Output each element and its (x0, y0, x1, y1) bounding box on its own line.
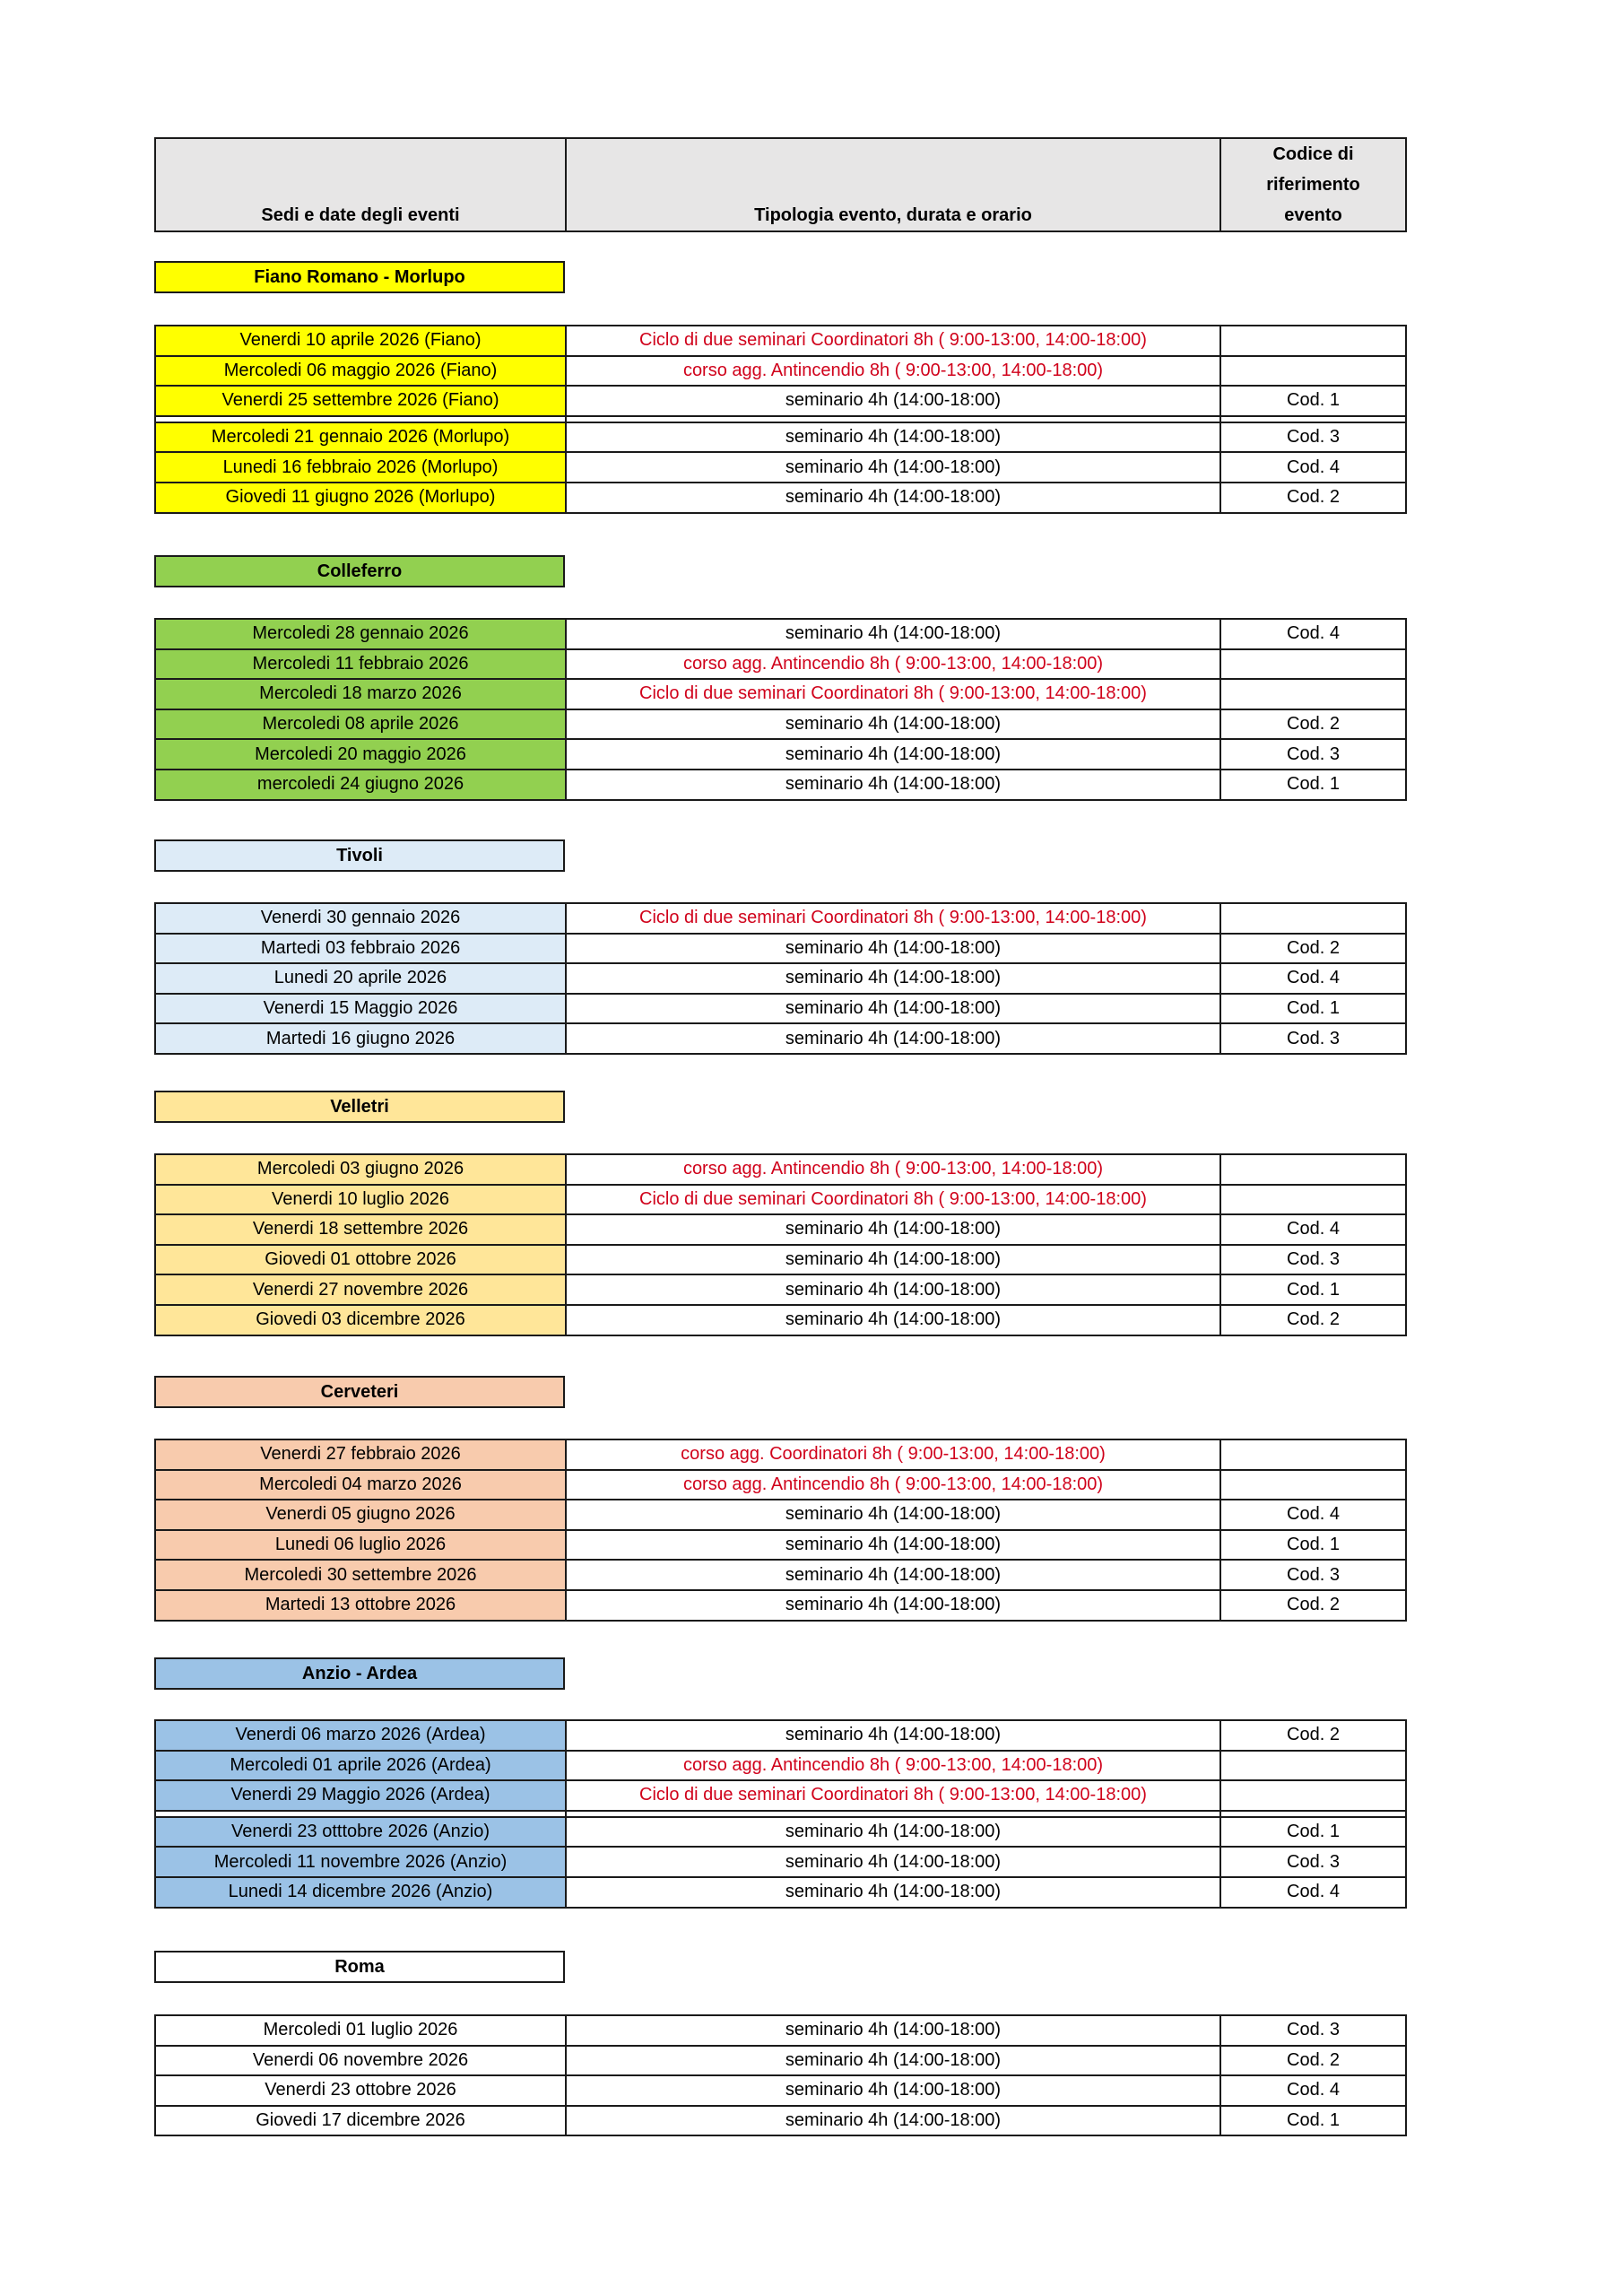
event-row (155, 1154, 1406, 1185)
event-date: Mercoledi 21 gennaio 2026 (Morlupo) (155, 422, 566, 453)
event-date: Mercoledi 30 settembre 2026 (155, 1560, 566, 1590)
event-code: Cod. 1 (1220, 770, 1406, 800)
event-row (155, 452, 1406, 483)
event-row (155, 2046, 1406, 2076)
event-row (155, 709, 1406, 740)
event-type: seminario 4h (14:00-18:00) (566, 1560, 1220, 1590)
event-date: Venerdi 30 gennaio 2026 (155, 903, 566, 934)
event-row (155, 1530, 1406, 1561)
event-code: Cod. 2 (1220, 1720, 1406, 1751)
event-date: Mercoledi 04 marzo 2026 (155, 1470, 566, 1500)
event-type: Ciclo di due seminari Coordinatori 8h ( 9:00-13:00, 14:00-18:00) (566, 903, 1220, 934)
event-row (155, 1780, 1406, 1811)
event-code: Cod. 4 (1220, 963, 1406, 994)
event-type: corso agg. Antincendio 8h ( 9:00-13:00, 14:00-18:00) (566, 649, 1220, 680)
event-row (155, 326, 1406, 356)
event-type: seminario 4h (14:00-18:00) (566, 1720, 1220, 1751)
event-row (155, 2106, 1406, 2136)
separator-cell (155, 1811, 566, 1817)
event-code: Cod. 3 (1220, 2015, 1406, 2046)
event-date: Lunedi 16 febbraio 2026 (Morlupo) (155, 452, 566, 483)
event-code: Cod. 3 (1220, 1245, 1406, 1275)
separator-cell (155, 416, 566, 422)
event-type: seminario 4h (14:00-18:00) (566, 1817, 1220, 1848)
event-code (1220, 1751, 1406, 1781)
event-row (155, 934, 1406, 964)
events-table (154, 2014, 1407, 2136)
event-date: Lunedi 14 dicembre 2026 (Anzio) (155, 1877, 566, 1908)
event-type: Ciclo di due seminari Coordinatori 8h ( 9:00-13:00, 14:00-18:00) (566, 1185, 1220, 1215)
section-table-colleferro (154, 618, 1407, 801)
event-row (155, 679, 1406, 709)
event-date: Venerdi 06 novembre 2026 (155, 2046, 566, 2076)
codice-line-2: riferimento (1266, 175, 1360, 195)
event-date: Venerdi 06 marzo 2026 (Ardea) (155, 1720, 566, 1751)
event-type: seminario 4h (14:00-18:00) (566, 386, 1220, 416)
events-table (154, 1719, 1407, 1909)
event-row (155, 1720, 1406, 1751)
event-code: Cod. 3 (1220, 1560, 1406, 1590)
event-date: Lunedi 20 aprile 2026 (155, 963, 566, 994)
event-code: Cod. 2 (1220, 934, 1406, 964)
event-row (155, 2015, 1406, 2046)
event-date: Venerdi 05 giugno 2026 (155, 1500, 566, 1530)
event-code: Cod. 2 (1220, 1590, 1406, 1621)
event-type: seminario 4h (14:00-18:00) (566, 2106, 1220, 2136)
separator-row (155, 1811, 1406, 1817)
event-row (155, 1500, 1406, 1530)
section-table-anzio-ardea (154, 1719, 1407, 1909)
event-code: Cod. 3 (1220, 1847, 1406, 1877)
event-row (155, 1470, 1406, 1500)
event-date: Mercoledi 01 aprile 2026 (Ardea) (155, 1751, 566, 1781)
event-date: Venerdi 10 luglio 2026 (155, 1185, 566, 1215)
event-row (155, 422, 1406, 453)
section-table-tivoli (154, 902, 1407, 1055)
event-row (155, 770, 1406, 800)
section-table-velletri (154, 1153, 1407, 1336)
event-row (155, 1245, 1406, 1275)
schedule-header (154, 137, 1407, 232)
event-code (1220, 903, 1406, 934)
events-table (154, 1439, 1407, 1622)
event-type: seminario 4h (14:00-18:00) (566, 739, 1220, 770)
event-code: Cod. 4 (1220, 452, 1406, 483)
event-row (155, 483, 1406, 513)
event-code: Cod. 3 (1220, 1023, 1406, 1054)
separator-row (155, 416, 1406, 422)
events-table (154, 902, 1407, 1055)
section-table-roma (154, 2014, 1407, 2136)
separator-cell (566, 416, 1220, 422)
event-code (1220, 1470, 1406, 1500)
event-code: Cod. 4 (1220, 2075, 1406, 2106)
event-type: seminario 4h (14:00-18:00) (566, 1305, 1220, 1335)
event-code (1220, 649, 1406, 680)
event-row (155, 1590, 1406, 1621)
event-row (155, 903, 1406, 934)
event-row (155, 963, 1406, 994)
event-date: Mercoledi 18 marzo 2026 (155, 679, 566, 709)
event-type: seminario 4h (14:00-18:00) (566, 1245, 1220, 1275)
event-date: Venerdi 10 aprile 2026 (Fiano) (155, 326, 566, 356)
event-type: corso agg. Coordinatori 8h ( 9:00-13:00, 14:00-18:00) (566, 1439, 1220, 1470)
event-code: Cod. 1 (1220, 1530, 1406, 1561)
event-code: Cod. 2 (1220, 709, 1406, 740)
event-date: mercoledi 24 giugno 2026 (155, 770, 566, 800)
event-code: Cod. 2 (1220, 483, 1406, 513)
event-type: corso agg. Antincendio 8h ( 9:00-13:00, 14:00-18:00) (566, 1751, 1220, 1781)
event-code (1220, 356, 1406, 387)
event-row (155, 1817, 1406, 1848)
event-row (155, 619, 1406, 649)
event-code (1220, 326, 1406, 356)
event-row (155, 1847, 1406, 1877)
event-code: Cod. 1 (1220, 1817, 1406, 1848)
event-type: corso agg. Antincendio 8h ( 9:00-13:00, 14:00-18:00) (566, 356, 1220, 387)
event-date: Venerdi 27 novembre 2026 (155, 1274, 566, 1305)
event-type: seminario 4h (14:00-18:00) (566, 770, 1220, 800)
codice-line-1: Codice di (1272, 144, 1354, 164)
event-type: seminario 4h (14:00-18:00) (566, 1274, 1220, 1305)
event-date: Mercoledi 28 gennaio 2026 (155, 619, 566, 649)
event-date: Venerdi 15 Maggio 2026 (155, 994, 566, 1024)
event-date: Martedi 13 ottobre 2026 (155, 1590, 566, 1621)
section-label-fiano-romano-morlupo: Fiano Romano - Morlupo (154, 261, 565, 293)
event-type: seminario 4h (14:00-18:00) (566, 452, 1220, 483)
event-date: Martedi 03 febbraio 2026 (155, 934, 566, 964)
event-code: Cod. 4 (1220, 1877, 1406, 1908)
event-type: Ciclo di due seminari Coordinatori 8h ( 9:00-13:00, 14:00-18:00) (566, 679, 1220, 709)
header-table (154, 137, 1407, 232)
event-type: seminario 4h (14:00-18:00) (566, 934, 1220, 964)
event-type: seminario 4h (14:00-18:00) (566, 2015, 1220, 2046)
event-type: seminario 4h (14:00-18:00) (566, 1530, 1220, 1561)
section-label-cerveteri: Cerveteri (154, 1376, 565, 1408)
event-type: seminario 4h (14:00-18:00) (566, 619, 1220, 649)
event-date: Mercoledi 03 giugno 2026 (155, 1154, 566, 1185)
event-date: Mercoledi 11 febbraio 2026 (155, 649, 566, 680)
section-table-fiano-romano-morlupo (154, 325, 1407, 514)
event-row (155, 1877, 1406, 1908)
event-code: Cod. 4 (1220, 1500, 1406, 1530)
event-row (155, 1214, 1406, 1245)
event-row (155, 1560, 1406, 1590)
event-date: Giovedi 01 ottobre 2026 (155, 1245, 566, 1275)
event-row (155, 2075, 1406, 2106)
event-row (155, 739, 1406, 770)
event-date: Venerdi 23 otttobre 2026 (Anzio) (155, 1817, 566, 1848)
event-date: Venerdi 23 ottobre 2026 (155, 2075, 566, 2106)
event-code: Cod. 3 (1220, 422, 1406, 453)
event-row (155, 994, 1406, 1024)
event-type: seminario 4h (14:00-18:00) (566, 422, 1220, 453)
separator-cell (1220, 1811, 1406, 1817)
event-date: Mercoledi 11 novembre 2026 (Anzio) (155, 1847, 566, 1877)
section-label-anzio-ardea: Anzio - Ardea (154, 1657, 565, 1690)
event-date: Mercoledi 06 maggio 2026 (Fiano) (155, 356, 566, 387)
event-date: Giovedi 17 dicembre 2026 (155, 2106, 566, 2136)
event-code (1220, 1439, 1406, 1470)
event-row (155, 1751, 1406, 1781)
events-table (154, 1153, 1407, 1336)
event-code (1220, 1780, 1406, 1811)
section-label-tivoli: Tivoli (154, 839, 565, 872)
event-type: seminario 4h (14:00-18:00) (566, 2046, 1220, 2076)
event-type: corso agg. Antincendio 8h ( 9:00-13:00, 14:00-18:00) (566, 1154, 1220, 1185)
events-table (154, 325, 1407, 514)
event-row (155, 1185, 1406, 1215)
event-type: seminario 4h (14:00-18:00) (566, 709, 1220, 740)
event-date: Mercoledi 01 luglio 2026 (155, 2015, 566, 2046)
event-code (1220, 1154, 1406, 1185)
event-date: Venerdi 25 settembre 2026 (Fiano) (155, 386, 566, 416)
event-type: seminario 4h (14:00-18:00) (566, 963, 1220, 994)
event-date: Venerdi 27 febbraio 2026 (155, 1439, 566, 1470)
event-date: Martedi 16 giugno 2026 (155, 1023, 566, 1054)
event-date: Venerdi 18 settembre 2026 (155, 1214, 566, 1245)
event-type: Ciclo di due seminari Coordinatori 8h ( 9:00-13:00, 14:00-18:00) (566, 326, 1220, 356)
event-type: seminario 4h (14:00-18:00) (566, 994, 1220, 1024)
event-code: Cod. 1 (1220, 994, 1406, 1024)
events-table (154, 618, 1407, 801)
separator-cell (566, 1811, 1220, 1817)
event-date: Giovedi 11 giugno 2026 (Morlupo) (155, 483, 566, 513)
event-row (155, 1439, 1406, 1470)
event-type: Ciclo di due seminari Coordinatori 8h ( 9:00-13:00, 14:00-18:00) (566, 1780, 1220, 1811)
event-type: seminario 4h (14:00-18:00) (566, 1590, 1220, 1621)
event-date: Mercoledi 20 maggio 2026 (155, 739, 566, 770)
event-date: Lunedi 06 luglio 2026 (155, 1530, 566, 1561)
column-header-codice (1220, 138, 1406, 231)
event-code: Cod. 3 (1220, 739, 1406, 770)
column-header-tipologia: Tipologia evento, durata e orario (566, 138, 1220, 231)
event-type: seminario 4h (14:00-18:00) (566, 1023, 1220, 1054)
column-header-sedi-date: Sedi e date degli eventi (155, 138, 566, 231)
event-code: Cod. 2 (1220, 1305, 1406, 1335)
event-date: Giovedi 03 dicembre 2026 (155, 1305, 566, 1335)
event-type: seminario 4h (14:00-18:00) (566, 1500, 1220, 1530)
event-type: corso agg. Antincendio 8h ( 9:00-13:00, 14:00-18:00) (566, 1470, 1220, 1500)
event-type: seminario 4h (14:00-18:00) (566, 1847, 1220, 1877)
event-row (155, 386, 1406, 416)
section-label-roma: Roma (154, 1951, 565, 1983)
event-code: Cod. 1 (1220, 386, 1406, 416)
event-code: Cod. 2 (1220, 2046, 1406, 2076)
section-table-cerveteri (154, 1439, 1407, 1622)
event-type: seminario 4h (14:00-18:00) (566, 2075, 1220, 2106)
separator-cell (1220, 416, 1406, 422)
event-row (155, 1023, 1406, 1054)
event-type: seminario 4h (14:00-18:00) (566, 1877, 1220, 1908)
event-type: seminario 4h (14:00-18:00) (566, 483, 1220, 513)
event-code (1220, 679, 1406, 709)
event-date: Mercoledi 08 aprile 2026 (155, 709, 566, 740)
event-date: Venerdi 29 Maggio 2026 (Ardea) (155, 1780, 566, 1811)
event-code (1220, 1185, 1406, 1215)
event-code: Cod. 4 (1220, 1214, 1406, 1245)
section-label-velletri: Velletri (154, 1091, 565, 1123)
event-row (155, 356, 1406, 387)
event-code: Cod. 1 (1220, 1274, 1406, 1305)
event-row (155, 1305, 1406, 1335)
event-code: Cod. 4 (1220, 619, 1406, 649)
section-label-colleferro: Colleferro (154, 555, 565, 587)
event-row (155, 1274, 1406, 1305)
event-type: seminario 4h (14:00-18:00) (566, 1214, 1220, 1245)
event-code: Cod. 1 (1220, 2106, 1406, 2136)
codice-line-3: evento (1284, 205, 1342, 225)
event-row (155, 649, 1406, 680)
